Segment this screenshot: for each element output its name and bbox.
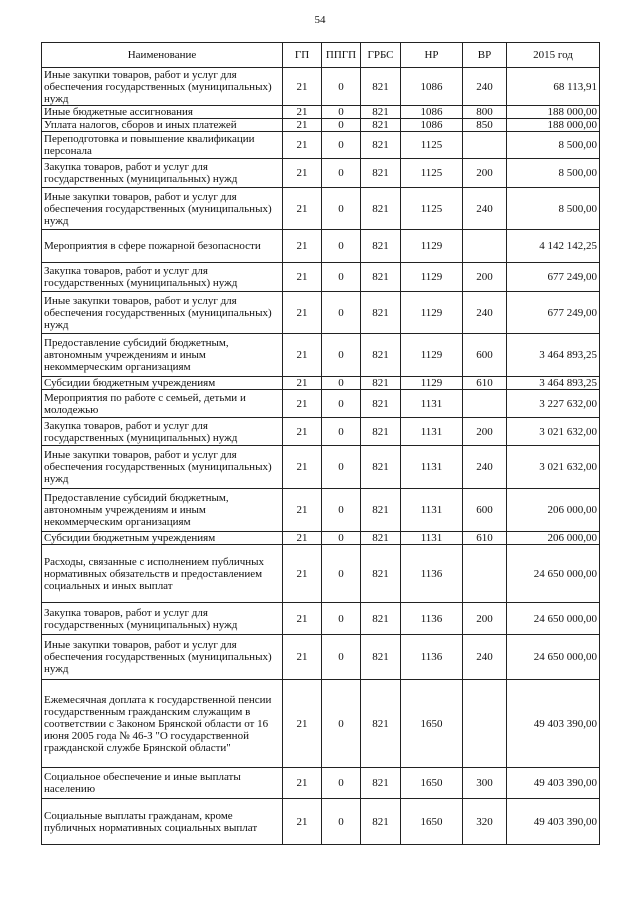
table-row — [42, 768, 600, 799]
row-nr: 1129 — [401, 292, 463, 334]
row-amount: 3 227 632,00 — [507, 390, 600, 418]
row-amount: 206 000,00 — [507, 532, 600, 545]
row-vr — [463, 132, 507, 159]
row-gp: 21 — [283, 68, 322, 106]
row-ppgp: 0 — [322, 680, 361, 768]
row-nr: 1131 — [401, 532, 463, 545]
row-name: Мероприятия в сфере пожарной безопасности — [42, 230, 283, 263]
row-gp: 21 — [283, 390, 322, 418]
row-grbs: 821 — [361, 188, 401, 230]
row-gp: 21 — [283, 799, 322, 845]
row-name: Закупка товаров, работ и услуг для государственных (муниципальных) нужд — [42, 159, 283, 188]
row-ppgp: 0 — [322, 334, 361, 377]
row-vr: 200 — [463, 263, 507, 292]
header-year: 2015 год — [507, 43, 600, 68]
row-grbs: 821 — [361, 230, 401, 263]
row-nr: 1086 — [401, 119, 463, 132]
row-gp: 21 — [283, 334, 322, 377]
row-name: Социальное обеспечение и иные выплаты населению — [42, 768, 283, 799]
row-vr: 610 — [463, 377, 507, 390]
row-amount: 8 500,00 — [507, 159, 600, 188]
row-nr: 1131 — [401, 446, 463, 489]
row-name: Закупка товаров, работ и услуг для государственных (муниципальных) нужд — [42, 603, 283, 635]
row-ppgp: 0 — [322, 446, 361, 489]
row-nr: 1125 — [401, 132, 463, 159]
header-name: Наименование — [42, 43, 283, 68]
row-name: Иные закупки товаров, работ и услуг для обеспечения государственных (муниципальных) нужд — [42, 446, 283, 489]
row-grbs: 821 — [361, 635, 401, 680]
row-gp: 21 — [283, 263, 322, 292]
row-amount: 677 249,00 — [507, 292, 600, 334]
row-amount: 188 000,00 — [507, 106, 600, 119]
row-name: Закупка товаров, работ и услуг для государственных (муниципальных) нужд — [42, 418, 283, 446]
row-nr: 1136 — [401, 635, 463, 680]
table-row — [42, 106, 600, 119]
table-row — [42, 545, 600, 603]
table-row — [42, 532, 600, 545]
row-gp: 21 — [283, 132, 322, 159]
row-gp: 21 — [283, 446, 322, 489]
header-ppgp: ППГП — [322, 43, 361, 68]
row-ppgp: 0 — [322, 603, 361, 635]
row-gp: 21 — [283, 545, 322, 603]
row-gp: 21 — [283, 377, 322, 390]
row-ppgp: 0 — [322, 545, 361, 603]
row-ppgp: 0 — [322, 68, 361, 106]
row-grbs: 821 — [361, 489, 401, 532]
row-amount: 3 021 632,00 — [507, 446, 600, 489]
row-ppgp: 0 — [322, 377, 361, 390]
row-vr: 800 — [463, 106, 507, 119]
row-name: Иные закупки товаров, работ и услуг для обеспечения государственных (муниципальных) нужд — [42, 68, 283, 106]
row-nr: 1131 — [401, 390, 463, 418]
row-grbs: 821 — [361, 545, 401, 603]
row-amount: 4 142 142,25 — [507, 230, 600, 263]
table-row — [42, 132, 600, 159]
row-vr — [463, 390, 507, 418]
row-ppgp: 0 — [322, 159, 361, 188]
row-amount: 8 500,00 — [507, 188, 600, 230]
row-ppgp: 0 — [322, 390, 361, 418]
row-nr: 1136 — [401, 603, 463, 635]
table-row — [42, 377, 600, 390]
row-vr: 320 — [463, 799, 507, 845]
row-gp: 21 — [283, 418, 322, 446]
row-name: Предоставление субсидий бюджетным, автономным учреждениям и иным некоммерческим организациям — [42, 489, 283, 532]
row-grbs: 821 — [361, 292, 401, 334]
row-name: Субсидии бюджетным учреждениям — [42, 532, 283, 545]
row-ppgp: 0 — [322, 188, 361, 230]
header-vr: ВР — [463, 43, 507, 68]
row-gp: 21 — [283, 230, 322, 263]
row-grbs: 821 — [361, 446, 401, 489]
row-vr — [463, 680, 507, 768]
row-vr: 240 — [463, 68, 507, 106]
row-nr: 1136 — [401, 545, 463, 603]
header-gp: ГП — [283, 43, 322, 68]
header-row — [42, 43, 600, 68]
row-gp: 21 — [283, 119, 322, 132]
row-name: Иные закупки товаров, работ и услуг для обеспечения государственных (муниципальных) нужд — [42, 188, 283, 230]
row-nr: 1129 — [401, 377, 463, 390]
row-amount: 8 500,00 — [507, 132, 600, 159]
row-nr: 1125 — [401, 159, 463, 188]
row-amount: 49 403 390,00 — [507, 799, 600, 845]
row-gp: 21 — [283, 768, 322, 799]
row-amount: 206 000,00 — [507, 489, 600, 532]
row-gp: 21 — [283, 159, 322, 188]
row-nr: 1129 — [401, 263, 463, 292]
table-row — [42, 603, 600, 635]
row-grbs: 821 — [361, 799, 401, 845]
row-amount: 188 000,00 — [507, 119, 600, 132]
row-name: Иные закупки товаров, работ и услуг для обеспечения государственных (муниципальных) нужд — [42, 292, 283, 334]
row-amount: 24 650 000,00 — [507, 603, 600, 635]
table-row — [42, 489, 600, 532]
row-name: Иные закупки товаров, работ и услуг для обеспечения государственных (муниципальных) нужд — [42, 635, 283, 680]
row-vr: 240 — [463, 635, 507, 680]
row-vr: 300 — [463, 768, 507, 799]
table-row — [42, 230, 600, 263]
row-nr: 1129 — [401, 230, 463, 263]
row-nr: 1131 — [401, 489, 463, 532]
row-ppgp: 0 — [322, 132, 361, 159]
table-row — [42, 263, 600, 292]
row-grbs: 821 — [361, 132, 401, 159]
row-grbs: 821 — [361, 532, 401, 545]
row-grbs: 821 — [361, 263, 401, 292]
row-name: Мероприятия по работе с семьей, детьми и молодежью — [42, 390, 283, 418]
table-row — [42, 119, 600, 132]
row-name: Субсидии бюджетным учреждениям — [42, 377, 283, 390]
row-vr: 240 — [463, 188, 507, 230]
row-gp: 21 — [283, 532, 322, 545]
row-gp: 21 — [283, 292, 322, 334]
row-gp: 21 — [283, 106, 322, 119]
table-row — [42, 680, 600, 768]
table-row — [42, 159, 600, 188]
row-grbs: 821 — [361, 68, 401, 106]
row-nr: 1650 — [401, 680, 463, 768]
row-vr: 240 — [463, 292, 507, 334]
row-gp: 21 — [283, 188, 322, 230]
row-vr — [463, 545, 507, 603]
row-vr: 200 — [463, 418, 507, 446]
row-gp: 21 — [283, 680, 322, 768]
row-gp: 21 — [283, 603, 322, 635]
row-grbs: 821 — [361, 603, 401, 635]
budget-table — [41, 42, 600, 845]
row-grbs: 821 — [361, 680, 401, 768]
table-row — [42, 68, 600, 106]
row-vr: 200 — [463, 603, 507, 635]
row-vr: 850 — [463, 119, 507, 132]
row-gp: 21 — [283, 635, 322, 680]
row-grbs: 821 — [361, 106, 401, 119]
header-nr: НР — [401, 43, 463, 68]
row-amount: 68 113,91 — [507, 68, 600, 106]
row-nr: 1131 — [401, 418, 463, 446]
row-nr: 1650 — [401, 768, 463, 799]
row-ppgp: 0 — [322, 418, 361, 446]
row-ppgp: 0 — [322, 292, 361, 334]
row-vr: 200 — [463, 159, 507, 188]
row-nr: 1086 — [401, 68, 463, 106]
row-grbs: 821 — [361, 159, 401, 188]
header-grbs: ГРБС — [361, 43, 401, 68]
table-row — [42, 390, 600, 418]
row-ppgp: 0 — [322, 119, 361, 132]
row-ppgp: 0 — [322, 489, 361, 532]
row-vr: 600 — [463, 489, 507, 532]
page-number: 54 — [314, 14, 326, 26]
row-vr — [463, 230, 507, 263]
row-vr: 610 — [463, 532, 507, 545]
row-ppgp: 0 — [322, 799, 361, 845]
row-ppgp: 0 — [322, 230, 361, 263]
row-name: Переподготовка и повышение квалификации персонала — [42, 132, 283, 159]
row-ppgp: 0 — [322, 532, 361, 545]
row-name: Социальные выплаты гражданам, кроме публичных нормативных социальных выплат — [42, 799, 283, 845]
table-row — [42, 188, 600, 230]
row-ppgp: 0 — [322, 768, 361, 799]
row-grbs: 821 — [361, 334, 401, 377]
row-amount: 24 650 000,00 — [507, 545, 600, 603]
row-ppgp: 0 — [322, 635, 361, 680]
row-nr: 1129 — [401, 334, 463, 377]
row-vr: 600 — [463, 334, 507, 377]
row-vr: 240 — [463, 446, 507, 489]
row-name: Уплата налогов, сборов и иных платежей — [42, 119, 283, 132]
row-grbs: 821 — [361, 390, 401, 418]
table-row — [42, 799, 600, 845]
row-grbs: 821 — [361, 377, 401, 390]
table-row — [42, 418, 600, 446]
row-nr: 1650 — [401, 799, 463, 845]
row-name: Ежемесячная доплата к государственной пенсии государственным гражданским служащим в соответствии с Законом Брянской области от 16 июня 2005 года № 46-З "О государственной гражданской службе Брянской области" — [42, 680, 283, 768]
row-grbs: 821 — [361, 768, 401, 799]
row-name: Расходы, связанные с исполнением публичных нормативных обязательств и предоставлением социальных и иных выплат — [42, 545, 283, 603]
row-nr: 1086 — [401, 106, 463, 119]
table-row — [42, 292, 600, 334]
row-amount: 3 464 893,25 — [507, 377, 600, 390]
row-ppgp: 0 — [322, 106, 361, 119]
row-ppgp: 0 — [322, 263, 361, 292]
row-name: Предоставление субсидий бюджетным, автономным учреждениям и иным некоммерческим организациям — [42, 334, 283, 377]
table-row — [42, 635, 600, 680]
row-grbs: 821 — [361, 119, 401, 132]
table-row — [42, 334, 600, 377]
row-amount: 3 464 893,25 — [507, 334, 600, 377]
row-amount: 49 403 390,00 — [507, 680, 600, 768]
row-gp: 21 — [283, 489, 322, 532]
row-nr: 1125 — [401, 188, 463, 230]
row-amount: 3 021 632,00 — [507, 418, 600, 446]
row-amount: 49 403 390,00 — [507, 768, 600, 799]
table-row — [42, 446, 600, 489]
row-name: Закупка товаров, работ и услуг для государственных (муниципальных) нужд — [42, 263, 283, 292]
row-amount: 24 650 000,00 — [507, 635, 600, 680]
row-name: Иные бюджетные ассигнования — [42, 106, 283, 119]
row-amount: 677 249,00 — [507, 263, 600, 292]
row-grbs: 821 — [361, 418, 401, 446]
